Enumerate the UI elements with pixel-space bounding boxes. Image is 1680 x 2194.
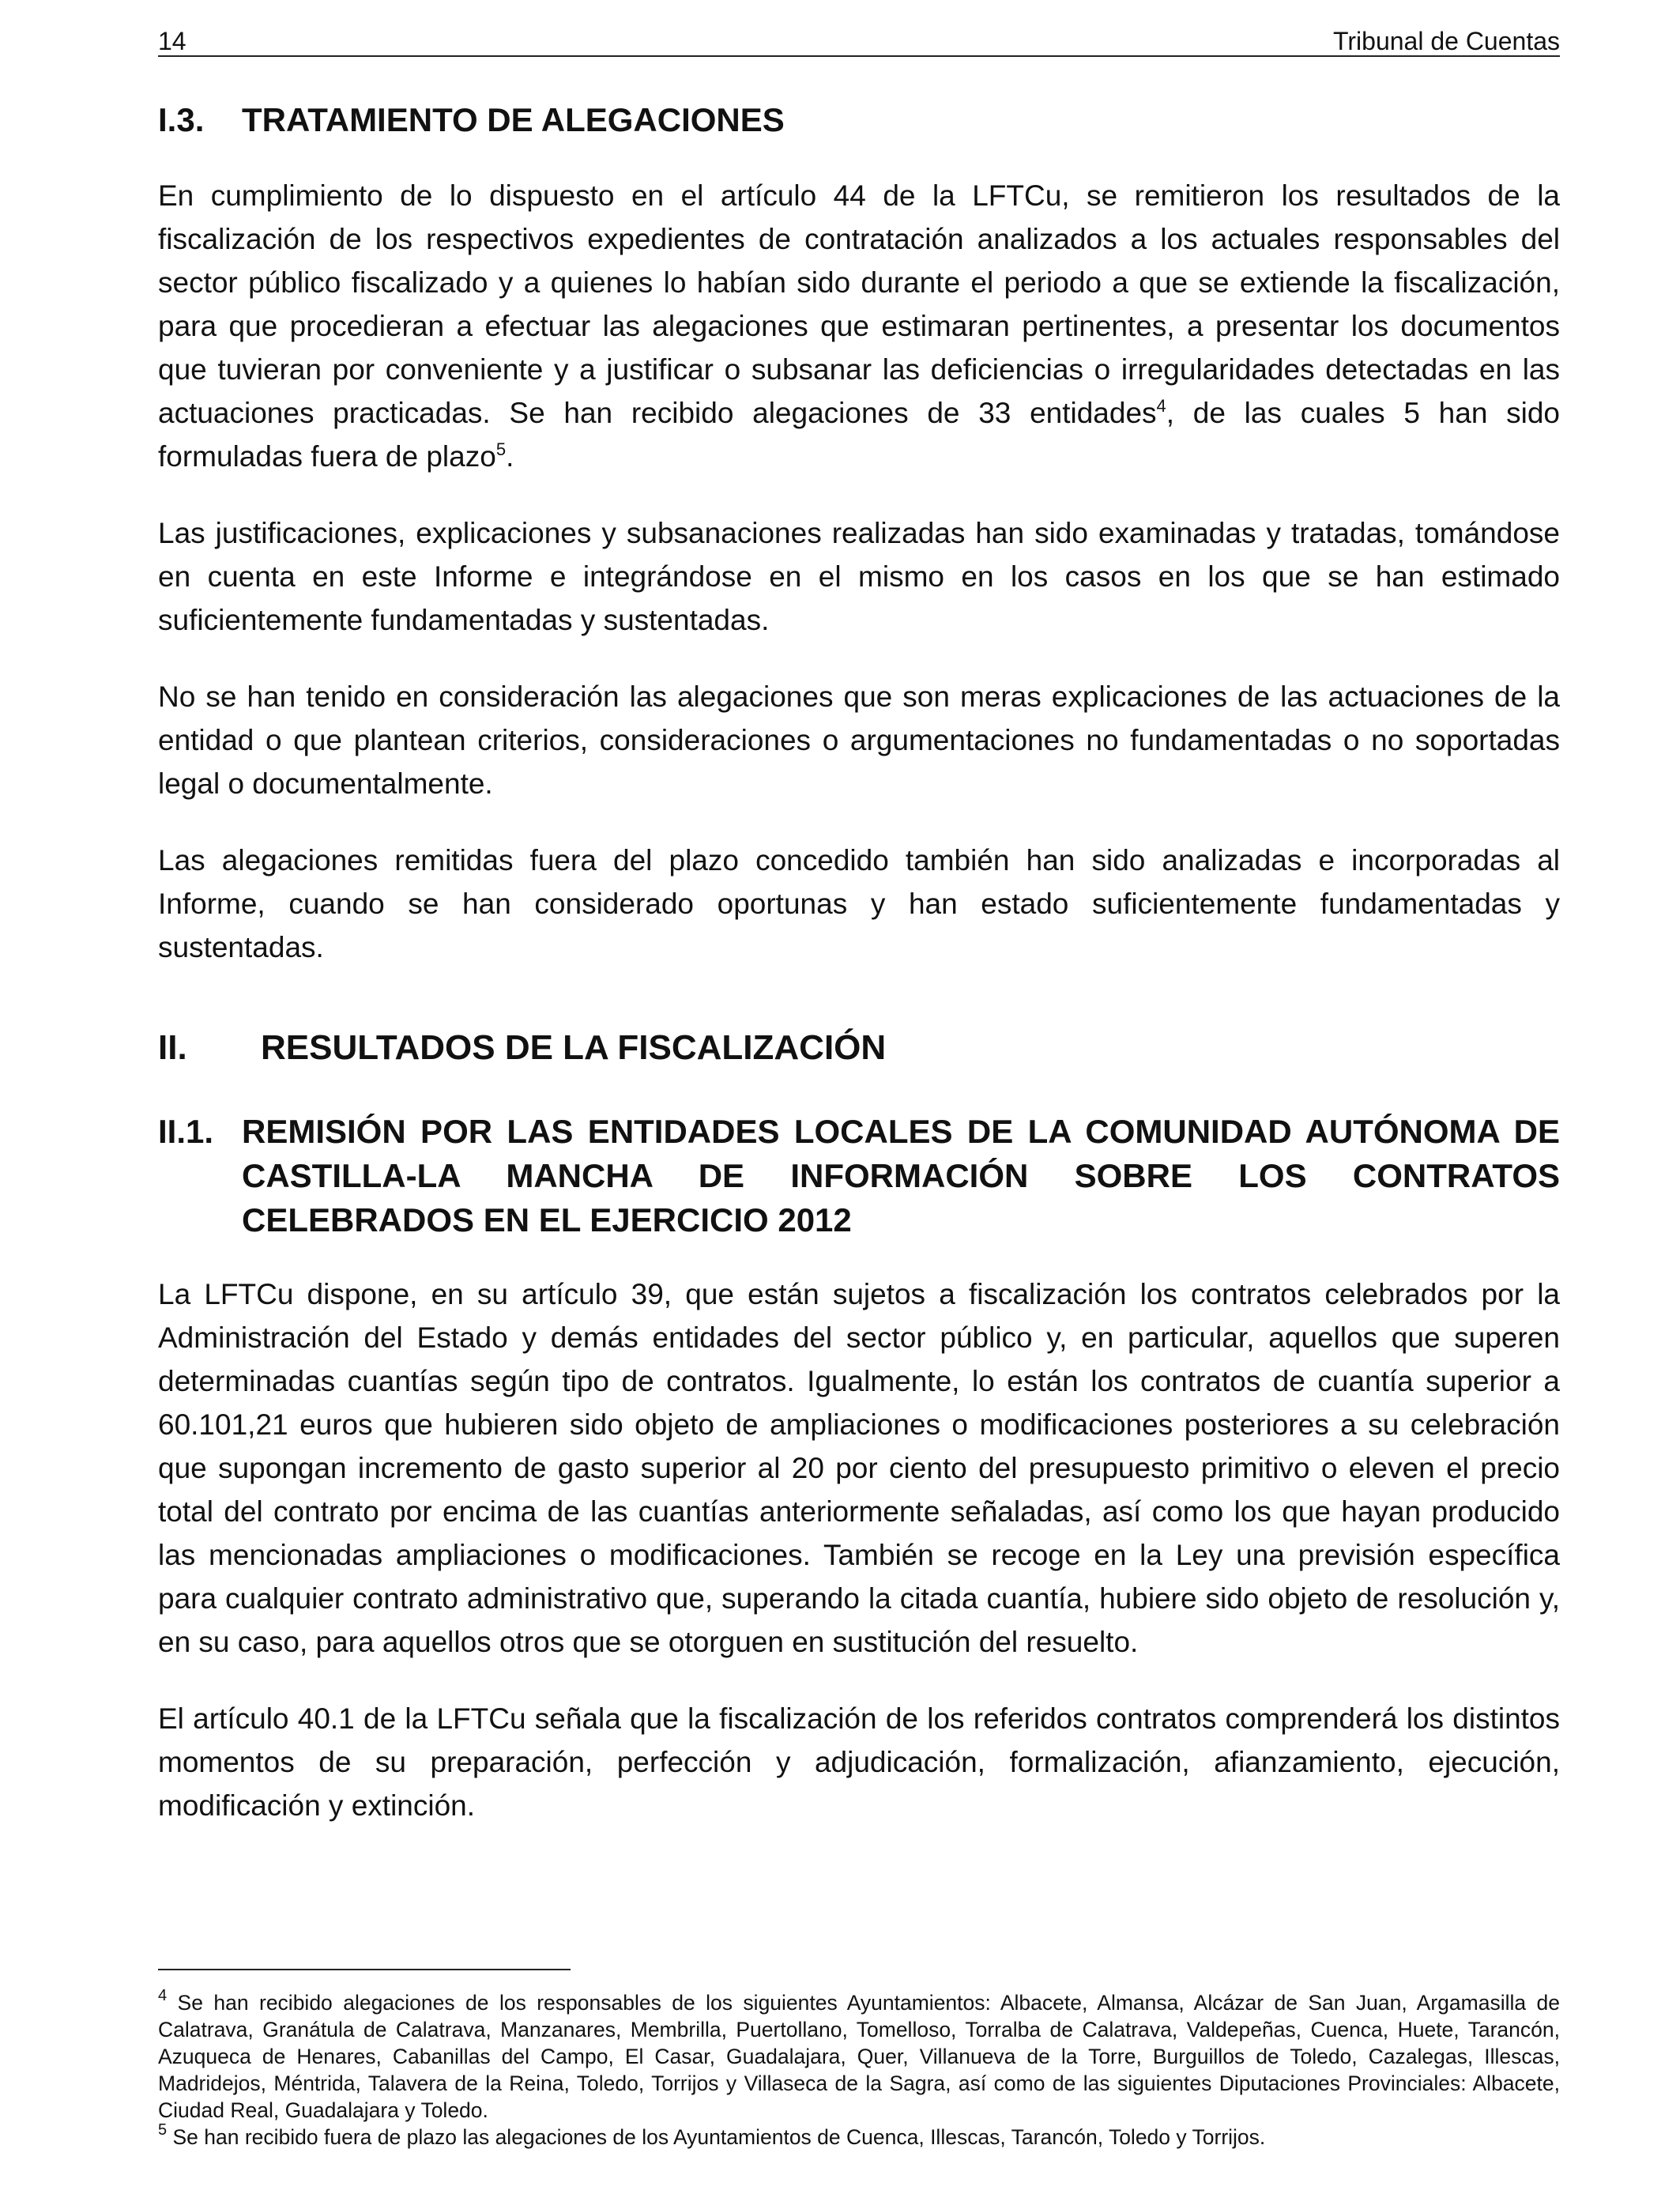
section-number: I.3. xyxy=(158,101,205,138)
section-number: II. xyxy=(158,1028,187,1067)
footnotes xyxy=(158,1989,1560,2151)
paragraph: No se han tenido en consideración las alegaciones que son meras explicaciones de las actuaciones de la entidad o que plantean criterios, consideraciones o argumentaciones no fundamentadas o no soportadas legal o documentalmente. xyxy=(158,680,1560,800)
section-title: REMISIÓN POR LAS ENTIDADES LOCALES DE LA COMUNIDAD AUTÓNOMA DE CASTILLA-LA MANCHA DE INFORMACIÓN SOBRE LOS CONTRATOS CELEBRADOS EN EL EJERCICIO 2012 xyxy=(242,1113,1560,1238)
page-number: 14 xyxy=(158,27,186,55)
page-header xyxy=(158,21,1560,57)
footnote-mark: 5 xyxy=(158,2121,168,2139)
main-content xyxy=(158,98,1560,1860)
footnote-text: Se han recibido alegaciones de los responsables de los siguientes Ayuntamientos: Albacete, Almansa, Alcázar de San Juan, Argamasilla de Calatrava, Granátula de Calatrava, Manzanares, Membrilla, Puertollano, Tomelloso, Torralba de Calatrava, Valdepeñas, Cuenca, Huete, Tarancón, Azuqueca de Henares, Cabanillas del Campo, El Casar, Guadalajara, Quer, Villanueva de la Torre, Burguillos de Toledo, Cazalegas, Illescas, Madridejos, Méntrida, Talavera de la Reina, Toledo, Torrijos y Villaseca de la Sagra, así como de las siguientes Diputaciones Provinciales: Albacete, Ciudad Real, Guadalajara y Toledo. xyxy=(158,1991,1560,2122)
section-heading-ii xyxy=(158,1026,1560,1070)
footnote-4 xyxy=(158,1989,1560,2124)
footnote-ref-4[interactable]: 4 xyxy=(1156,396,1166,416)
section-number: II.1. xyxy=(158,1113,214,1150)
paragraph-text: En cumplimiento de lo dispuesto en el artículo 44 de la LFTCu, se remitieron los resultados de la fiscalización de los respectivos expedientes de contratación analizados a los actuales responsables del sector público fiscalizado y a quienes lo habían sido durante el periodo a que se extiende la fiscalización, para que procedieran a efectuar las alegaciones que estimaran pertinentes, a presentar los documentos que tuvieran por conveniente y a justificar o subsanar las deficiencias o irregularidades detectadas en las actuaciones practicadas. Se han recibido alegaciones de 33 entidades xyxy=(158,179,1560,429)
paragraph-text: . xyxy=(506,440,514,473)
paragraph: Las alegaciones remitidas fuera del plazo concedido también han sido analizadas e incorporadas al Informe, cuando se han considerado oportunas y han estado suficientemente fundamentadas y sustentadas. xyxy=(158,844,1560,963)
footnote-mark: 4 xyxy=(158,1987,168,2004)
footnote-ref-5[interactable]: 5 xyxy=(495,439,507,459)
footnote-separator xyxy=(158,1969,571,1970)
section-title: TRATAMIENTO DE ALEGACIONES xyxy=(242,101,785,138)
paragraph: La LFTCu dispone, en su artículo 39, que están sujetos a fiscalización los contratos celebrados por la Administración del Estado y demás entidades del sector público y, en particular, aquellos que superen determinadas cuantías según tipo de contratos. Igualmente, lo están los contratos de cuantía superior a 60.101,21 euros que hubieren sido objeto de ampliaciones o modificaciones posteriores a su celebración que supongan incremento de gasto superior al 20 por ciento del presupuesto primitivo o eleven el precio total del contrato por encima de las cuantías anteriormente señaladas, así como los que hayan producido las mencionadas ampliaciones o modificaciones. También se recoge en la Ley una previsión específica para cualquier contrato administrativo que, superando la citada cuantía, hubiere sido objeto de resolución y, en su caso, para aquellos otros que se otorguen en sustitución del resuelto. xyxy=(158,1278,1560,1658)
footnote-text: Se han recibido fuera de plazo las alegaciones de los Ayuntamientos de Cuenca, Illescas, Tarancón, Toledo y Torrijos. xyxy=(172,2125,1266,2149)
paragraph xyxy=(158,174,1560,478)
paragraph: El artículo 40.1 de la LFTCu señala que la fiscalización de los referidos contratos comprenderá los distintos momentos de su preparación, perfección y adjudicación, formalización, afianzamiento, ejecución, modificación y extinción. xyxy=(158,1702,1560,1822)
section-heading-ii1 xyxy=(158,1110,1560,1242)
footnote-5 xyxy=(158,2121,1560,2151)
header-organization: Tribunal de Cuentas xyxy=(1333,27,1560,55)
paragraph: Las justificaciones, explicaciones y subsanaciones realizadas han sido examinadas y tratadas, tomándose en cuenta en este Informe e integrándose en el mismo en los casos en los que se han estimado suficientemente fundamentadas y sustentadas. xyxy=(158,517,1560,636)
section-heading-i3 xyxy=(158,98,1560,142)
section-title: RESULTADOS DE LA FISCALIZACIÓN xyxy=(261,1028,887,1067)
paragraph-text: , de las cuales 5 han sido formuladas fuera de plazo xyxy=(158,397,1560,473)
